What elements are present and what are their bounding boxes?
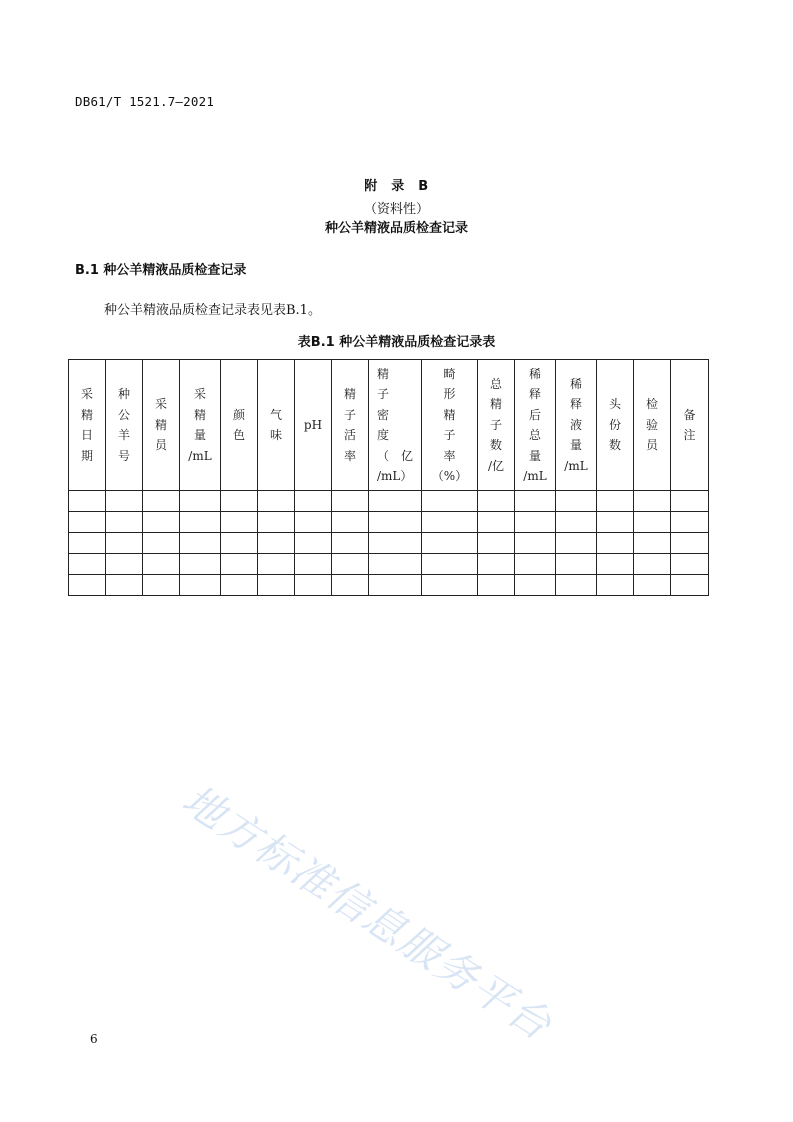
table-cell[interactable] xyxy=(478,491,515,512)
table-cell[interactable] xyxy=(515,533,556,554)
table-cell[interactable] xyxy=(143,575,180,596)
table-cell[interactable] xyxy=(221,554,258,575)
table-cell[interactable] xyxy=(332,554,369,575)
header-cell: 稀 释 液 量 /mL xyxy=(556,360,597,491)
table-cell[interactable] xyxy=(478,533,515,554)
table-cell[interactable] xyxy=(221,512,258,533)
table-cell[interactable] xyxy=(515,554,556,575)
header-cell: 气 味 xyxy=(258,360,295,491)
table-cell[interactable] xyxy=(221,575,258,596)
section-heading: B.1 种公羊精液品质检查记录 xyxy=(75,263,247,278)
table-cell[interactable] xyxy=(556,533,597,554)
table-cell[interactable] xyxy=(478,575,515,596)
header-cell: pH xyxy=(295,360,332,491)
table-cell[interactable] xyxy=(221,533,258,554)
table-cell[interactable] xyxy=(556,575,597,596)
table-cell[interactable] xyxy=(671,554,709,575)
table-cell[interactable] xyxy=(634,491,671,512)
table-cell[interactable] xyxy=(180,512,221,533)
table-cell[interactable] xyxy=(597,554,634,575)
table-cell[interactable] xyxy=(106,554,143,575)
table-row xyxy=(69,575,709,596)
table-cell[interactable] xyxy=(671,512,709,533)
header-cell: 精 子 活 率 xyxy=(332,360,369,491)
table-cell[interactable] xyxy=(143,512,180,533)
table-cell[interactable] xyxy=(422,512,478,533)
table-cell[interactable] xyxy=(369,512,422,533)
table-cell[interactable] xyxy=(369,554,422,575)
header-cell: 颜 色 xyxy=(221,360,258,491)
table-cell[interactable] xyxy=(69,512,106,533)
table-cell[interactable] xyxy=(556,554,597,575)
table-cell[interactable] xyxy=(634,554,671,575)
watermark-text: 地方标准信息服务平台 xyxy=(173,775,561,1050)
table-cell[interactable] xyxy=(671,491,709,512)
table-title: 表B.1 种公羊精液品质检查记录表 xyxy=(297,335,496,350)
table-cell[interactable] xyxy=(106,575,143,596)
table-cell[interactable] xyxy=(69,491,106,512)
table-row xyxy=(69,512,709,533)
record-table xyxy=(68,359,709,596)
appendix-label: 附 录 B xyxy=(364,179,429,194)
table-cell[interactable] xyxy=(634,533,671,554)
table-cell[interactable] xyxy=(69,533,106,554)
table-cell[interactable] xyxy=(422,533,478,554)
table-cell[interactable] xyxy=(671,533,709,554)
table-cell[interactable] xyxy=(369,575,422,596)
table-cell[interactable] xyxy=(478,554,515,575)
table-cell[interactable] xyxy=(515,575,556,596)
table-cell[interactable] xyxy=(258,491,295,512)
header-cell: 头 份 数 xyxy=(597,360,634,491)
table-row xyxy=(69,554,709,575)
page-number: 6 xyxy=(90,1032,98,1046)
table-cell[interactable] xyxy=(556,491,597,512)
table-cell[interactable] xyxy=(180,533,221,554)
header-cell: 种 公 羊 号 xyxy=(106,360,143,491)
table-cell[interactable] xyxy=(332,575,369,596)
table-cell[interactable] xyxy=(369,491,422,512)
header-cell: 精 子 密 度 （ 亿 /mL） xyxy=(369,360,422,491)
header-cell: 采 精 员 xyxy=(143,360,180,491)
table-cell[interactable] xyxy=(221,491,258,512)
table-cell[interactable] xyxy=(258,512,295,533)
table-cell[interactable] xyxy=(634,575,671,596)
table-cell[interactable] xyxy=(106,533,143,554)
table-cell[interactable] xyxy=(258,575,295,596)
table-cell[interactable] xyxy=(106,512,143,533)
table-cell[interactable] xyxy=(597,512,634,533)
table-cell[interactable] xyxy=(556,512,597,533)
table-cell[interactable] xyxy=(258,533,295,554)
table-cell[interactable] xyxy=(634,512,671,533)
table-cell[interactable] xyxy=(597,533,634,554)
appendix-nature: （资料性） xyxy=(363,202,429,217)
table-cell[interactable] xyxy=(295,533,332,554)
table-cell[interactable] xyxy=(369,533,422,554)
table-cell[interactable] xyxy=(295,512,332,533)
table-header-row xyxy=(69,360,709,491)
header-cell: 采 精 日 期 xyxy=(69,360,106,491)
table-cell[interactable] xyxy=(143,491,180,512)
table-cell[interactable] xyxy=(180,491,221,512)
table-cell[interactable] xyxy=(332,512,369,533)
document-code: DB61/T 1521.7—2021 xyxy=(75,94,215,109)
table-row xyxy=(69,491,709,512)
header-cell: 稀 释 后 总 量 /mL xyxy=(515,360,556,491)
table-row xyxy=(69,533,709,554)
table-cell[interactable] xyxy=(671,575,709,596)
table-cell[interactable] xyxy=(143,533,180,554)
table-cell[interactable] xyxy=(143,554,180,575)
header-cell: 检 验 员 xyxy=(634,360,671,491)
table-cell[interactable] xyxy=(295,554,332,575)
table-cell[interactable] xyxy=(422,491,478,512)
appendix-title: 种公羊精液品质检查记录 xyxy=(324,221,468,236)
table-cell[interactable] xyxy=(69,575,106,596)
table-cell[interactable] xyxy=(515,491,556,512)
table-cell[interactable] xyxy=(478,512,515,533)
table-cell[interactable] xyxy=(295,575,332,596)
table-cell[interactable] xyxy=(597,491,634,512)
table-cell[interactable] xyxy=(258,554,295,575)
table-cell[interactable] xyxy=(597,575,634,596)
table-cell[interactable] xyxy=(422,575,478,596)
table-cell[interactable] xyxy=(422,554,478,575)
table-cell[interactable] xyxy=(106,491,143,512)
table-cell[interactable] xyxy=(180,575,221,596)
table-cell[interactable] xyxy=(295,491,332,512)
table-cell[interactable] xyxy=(180,554,221,575)
table-cell[interactable] xyxy=(332,533,369,554)
header-cell: 总 精 子 数 /亿 xyxy=(478,360,515,491)
table-cell[interactable] xyxy=(332,491,369,512)
header-cell: 备 注 xyxy=(671,360,709,491)
header-cell: 畸 形 精 子 率 （%） xyxy=(422,360,478,491)
table-cell[interactable] xyxy=(515,512,556,533)
header-cell: 采 精 量 /mL xyxy=(180,360,221,491)
section-paragraph: 种公羊精液品质检查记录表见表B.1。 xyxy=(104,303,321,318)
table-cell[interactable] xyxy=(69,554,106,575)
